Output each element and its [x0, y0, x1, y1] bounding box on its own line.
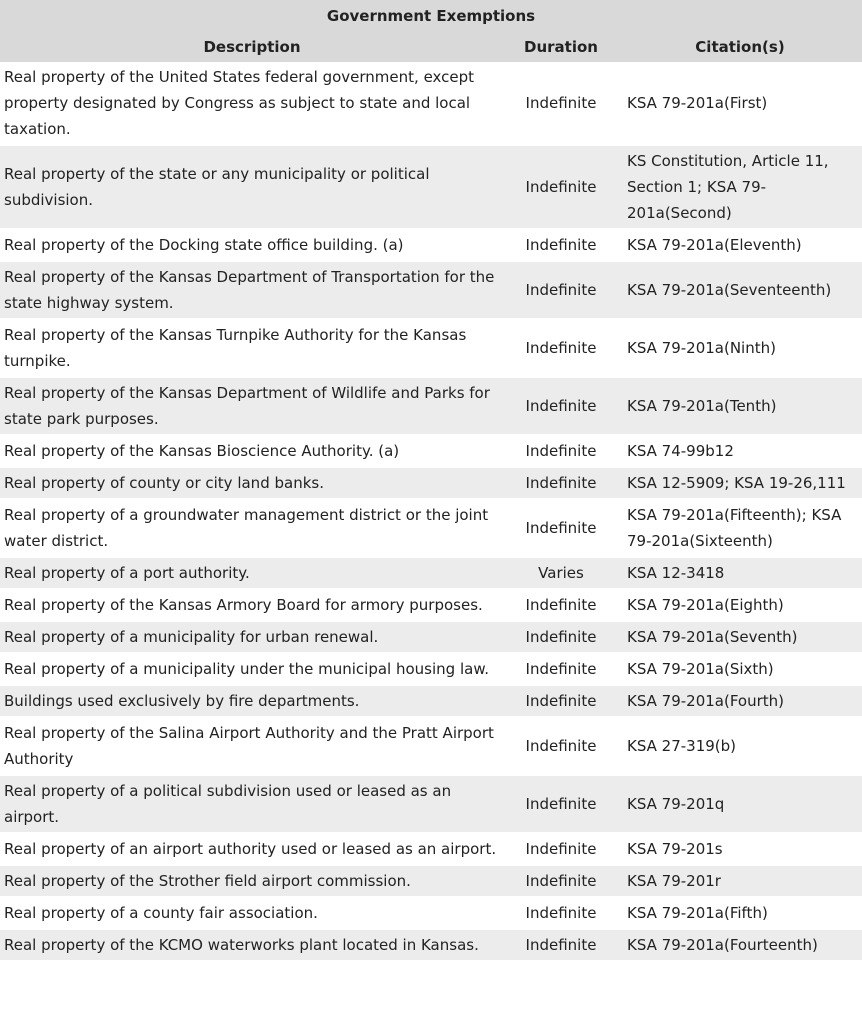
- description-cell: Real property of an airport authority used or leased as an airport.: [0, 833, 504, 865]
- table-row: [0, 589, 862, 621]
- duration-cell: Indefinite: [504, 145, 618, 229]
- description-cell: Real property of a municipality for urban renewal.: [0, 621, 504, 653]
- table-row: [0, 319, 862, 377]
- table-row: [0, 145, 862, 229]
- duration-cell: Indefinite: [504, 435, 618, 467]
- table-row: [0, 685, 862, 717]
- description-cell: Real property of the Kansas Turnpike Authority for the Kansas turnpike.: [0, 319, 504, 377]
- description-cell: Real property of a political subdivision used or leased as an airport.: [0, 775, 504, 833]
- citation-cell: KSA 79-201a(Fourth): [618, 685, 862, 717]
- citation-cell: KSA 79-201a(Eighth): [618, 589, 862, 621]
- table-row: [0, 833, 862, 865]
- duration-cell: Indefinite: [504, 621, 618, 653]
- description-cell: Real property of the Kansas Armory Board for armory purposes.: [0, 589, 504, 621]
- citation-cell: KSA 79-201a(Fifteenth); KSA 79-201a(Sixteenth): [618, 499, 862, 557]
- duration-cell: Indefinite: [504, 229, 618, 261]
- column-header-citations: Citation(s): [618, 32, 862, 62]
- duration-cell: Indefinite: [504, 929, 618, 961]
- citation-cell: KSA 79-201a(Fourteenth): [618, 929, 862, 961]
- duration-cell: Indefinite: [504, 685, 618, 717]
- citation-cell: KSA 79-201a(Eleventh): [618, 229, 862, 261]
- description-cell: Real property of a county fair association.: [0, 897, 504, 929]
- table-row: [0, 62, 862, 145]
- table-row: [0, 717, 862, 775]
- duration-cell: Indefinite: [504, 865, 618, 897]
- description-cell: Real property of county or city land banks.: [0, 467, 504, 499]
- description-cell: Real property of a port authority.: [0, 557, 504, 589]
- description-cell: Real property of the Kansas Department of Wildlife and Parks for state park purposes.: [0, 377, 504, 435]
- column-header-duration: Duration: [504, 32, 618, 62]
- duration-cell: Indefinite: [504, 467, 618, 499]
- citation-cell: KSA 79-201a(Sixth): [618, 653, 862, 685]
- table-row: [0, 261, 862, 319]
- description-cell: Buildings used exclusively by fire departments.: [0, 685, 504, 717]
- duration-cell: Indefinite: [504, 833, 618, 865]
- citation-cell: KSA 79-201q: [618, 775, 862, 833]
- duration-cell: Indefinite: [504, 589, 618, 621]
- citation-cell: KSA 79-201r: [618, 865, 862, 897]
- table-row: [0, 229, 862, 261]
- table-title: Government Exemptions: [0, 0, 862, 32]
- duration-cell: Indefinite: [504, 717, 618, 775]
- duration-cell: Indefinite: [504, 653, 618, 685]
- citation-cell: KSA 79-201a(Ninth): [618, 319, 862, 377]
- table-row: [0, 467, 862, 499]
- duration-cell: Indefinite: [504, 62, 618, 145]
- duration-cell: Indefinite: [504, 377, 618, 435]
- table-row: [0, 775, 862, 833]
- citation-cell: KSA 79-201a(Seventh): [618, 621, 862, 653]
- duration-cell: Indefinite: [504, 319, 618, 377]
- description-cell: Real property of a municipality under the municipal housing law.: [0, 653, 504, 685]
- citation-cell: KS Constitution, Article 11, Section 1; KSA 79-201a(Second): [618, 145, 862, 229]
- citation-cell: KSA 12-5909; KSA 19-26,111: [618, 467, 862, 499]
- citation-cell: KSA 27-319(b): [618, 717, 862, 775]
- duration-cell: Indefinite: [504, 499, 618, 557]
- table-row: [0, 435, 862, 467]
- description-cell: Real property of the Kansas Bioscience Authority. (a): [0, 435, 504, 467]
- citation-cell: KSA 74-99b12: [618, 435, 862, 467]
- description-cell: Real property of the state or any municipality or political subdivision.: [0, 145, 504, 229]
- duration-cell: Varies: [504, 557, 618, 589]
- citation-cell: KSA 79-201s: [618, 833, 862, 865]
- citation-cell: KSA 79-201a(Tenth): [618, 377, 862, 435]
- citation-cell: KSA 12-3418: [618, 557, 862, 589]
- table-row: [0, 557, 862, 589]
- table-row: [0, 653, 862, 685]
- table-row: [0, 621, 862, 653]
- table-row: [0, 929, 862, 961]
- description-cell: Real property of a groundwater management district or the joint water district.: [0, 499, 504, 557]
- duration-cell: Indefinite: [504, 897, 618, 929]
- description-cell: Real property of the United States federal government, except property designated by Congress as subject to state and local taxation.: [0, 62, 504, 145]
- citation-cell: KSA 79-201a(Seventeenth): [618, 261, 862, 319]
- description-cell: Real property of the KCMO waterworks plant located in Kansas.: [0, 929, 504, 961]
- table-row: [0, 865, 862, 897]
- citation-cell: KSA 79-201a(First): [618, 62, 862, 145]
- citation-cell: KSA 79-201a(Fifth): [618, 897, 862, 929]
- column-header-description: Description: [0, 32, 504, 62]
- duration-cell: Indefinite: [504, 775, 618, 833]
- table-row: [0, 897, 862, 929]
- table-row: [0, 499, 862, 557]
- description-cell: Real property of the Salina Airport Authority and the Pratt Airport Authority: [0, 717, 504, 775]
- description-cell: Real property of the Strother field airport commission.: [0, 865, 504, 897]
- description-cell: Real property of the Docking state office building. (a): [0, 229, 504, 261]
- duration-cell: Indefinite: [504, 261, 618, 319]
- table-row: [0, 377, 862, 435]
- description-cell: Real property of the Kansas Department of Transportation for the state highway system.: [0, 261, 504, 319]
